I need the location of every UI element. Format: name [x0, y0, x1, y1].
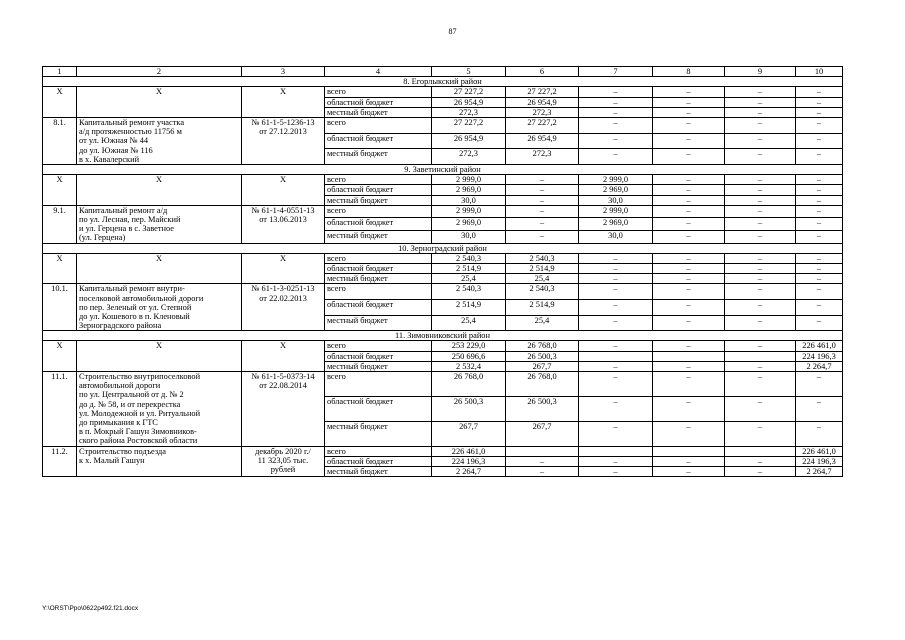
amount-cell: 30,0	[432, 230, 506, 243]
budget-type: местный бюджет	[325, 466, 432, 476]
amount-cell: 2 999,0	[579, 205, 653, 218]
text-line: Капитальный ремонт а/д	[79, 205, 168, 215]
text-line: ул. Молодежной и ул. Ритуальной	[79, 408, 201, 418]
amount-cell: 267,7	[506, 361, 579, 371]
x-marker: Х	[43, 253, 77, 284]
amount-cell: 2 264,7	[432, 466, 506, 476]
amount-cell: 26 954,9	[432, 133, 506, 149]
amount-cell: –	[653, 466, 725, 476]
amount-cell: 26 768,0	[506, 341, 579, 351]
amount-cell: 2 514,9	[506, 299, 579, 315]
amount-cell: –	[796, 107, 843, 117]
item-number: 11.1.	[43, 372, 77, 447]
amount-cell: –	[796, 421, 843, 446]
column-number-header: 8	[653, 67, 725, 77]
amount-cell: 26 500,3	[506, 396, 579, 421]
document-ref	[242, 118, 325, 165]
amount-cell: –	[579, 361, 653, 371]
amount-cell: –	[725, 263, 796, 273]
amount-cell: 26 954,9	[506, 97, 579, 107]
budget-type: местный бюджет	[325, 149, 432, 165]
amount-cell: 226 461,0	[432, 446, 506, 456]
amount-cell: –	[579, 118, 653, 134]
budget-type: всего	[325, 253, 432, 263]
amount-cell: –	[579, 107, 653, 117]
text-line: Строительство подъезда	[79, 446, 167, 456]
amount-cell: –	[725, 87, 796, 97]
table-row	[43, 175, 843, 185]
amount-cell: –	[725, 253, 796, 263]
section-title-row	[43, 164, 843, 174]
text-line: от 22.02.2013	[259, 293, 307, 303]
column-number-header: 10	[796, 67, 843, 77]
x-marker: Х	[43, 87, 77, 118]
amount-cell: –	[653, 396, 725, 421]
text-line: по пер. Зеленый от ул. Степной	[79, 302, 192, 312]
section-title: 11. Зимовниковский район	[43, 331, 843, 341]
amount-cell: –	[725, 133, 796, 149]
item-number: 11.2.	[43, 446, 77, 477]
x-marker: Х	[43, 341, 77, 372]
amount-cell: 26 954,9	[432, 97, 506, 107]
amount-cell: –	[579, 284, 653, 300]
amount-cell: 2 514,9	[432, 263, 506, 273]
amount-cell: –	[653, 263, 725, 273]
table-row	[43, 372, 843, 397]
text-line: до ул. Южная № 116	[79, 145, 153, 155]
text-line: а/д протяженностью 11756 м	[79, 127, 182, 137]
amount-cell: 25,4	[506, 315, 579, 331]
amount-cell: 2 969,0	[432, 218, 506, 231]
budget-type: областной бюджет	[325, 396, 432, 421]
amount-cell: –	[796, 97, 843, 107]
amount-cell: –	[725, 195, 796, 205]
table-row	[43, 118, 843, 134]
amount-cell: –	[506, 195, 579, 205]
amount-cell: –	[653, 175, 725, 185]
amount-cell: –	[653, 230, 725, 243]
budget-type: всего	[325, 341, 432, 351]
amount-cell: –	[725, 118, 796, 134]
budget-type: местный бюджет	[325, 274, 432, 284]
amount-cell: –	[796, 205, 843, 218]
amount-cell: –	[796, 118, 843, 134]
object-name	[77, 118, 242, 165]
amount-cell: –	[725, 230, 796, 243]
amount-cell: –	[653, 274, 725, 284]
amount-cell: –	[653, 421, 725, 446]
amount-cell: –	[725, 315, 796, 331]
amount-cell: 26 768,0	[506, 372, 579, 397]
text-line: до д. № 58, и от перекрестка	[79, 399, 181, 409]
budget-type: местный бюджет	[325, 421, 432, 446]
text-line: до ул. Кошевого в п. Кленовый	[79, 311, 190, 321]
amount-cell: –	[796, 299, 843, 315]
amount-cell	[725, 351, 796, 361]
amount-cell: –	[506, 230, 579, 243]
amount-cell: 26 500,3	[506, 351, 579, 361]
table-row	[43, 87, 843, 97]
text-line: до примыкания к ГТС	[79, 418, 158, 428]
amount-cell: –	[725, 361, 796, 371]
amount-cell: 2 264,7	[796, 361, 843, 371]
column-number-header: 1	[43, 67, 77, 77]
amount-cell: 267,7	[432, 421, 506, 446]
text-line: по ул. Лесная, пер. Майский	[79, 214, 181, 224]
amount-cell: –	[725, 205, 796, 218]
amount-cell: –	[725, 341, 796, 351]
amount-cell: 27 227,2	[432, 118, 506, 134]
budget-type: областной бюджет	[325, 185, 432, 195]
budget-type: местный бюджет	[325, 195, 432, 205]
text-line: к х. Малый Гашун	[79, 455, 145, 465]
budget-type: областной бюджет	[325, 263, 432, 273]
amount-cell	[506, 446, 579, 456]
amount-cell: –	[725, 396, 796, 421]
amount-cell: 25,4	[432, 274, 506, 284]
text-line: и ул. Герцена в с. Заветное	[79, 224, 174, 234]
budget-type: местный бюджет	[325, 230, 432, 243]
amount-cell: 272,3	[506, 107, 579, 117]
amount-cell: –	[579, 149, 653, 165]
section-title: 10. Зерноградский район	[43, 243, 843, 253]
amount-cell: –	[653, 205, 725, 218]
amount-cell: 30,0	[432, 195, 506, 205]
text-line: № 61-1-3-0251-13	[251, 284, 315, 294]
amount-cell: 30,0	[579, 195, 653, 205]
section-title-row	[43, 331, 843, 341]
object-name	[77, 205, 242, 243]
amount-cell: –	[653, 341, 725, 351]
amount-cell: 250 696,6	[432, 351, 506, 361]
budget-type: всего	[325, 446, 432, 456]
amount-cell: –	[653, 87, 725, 97]
file-path-footer: Y:\ORST\Ppo\0622p492.f21.docx	[42, 605, 139, 612]
amount-cell: –	[725, 274, 796, 284]
x-marker: Х	[77, 341, 242, 372]
amount-cell: 2 999,0	[579, 175, 653, 185]
text-line: № 61-1-5-1236-13	[251, 118, 315, 128]
amount-cell: –	[579, 372, 653, 397]
amount-cell: –	[579, 396, 653, 421]
amount-cell: 2 540,3	[506, 284, 579, 300]
text-line: от ул. Южная № 44	[79, 136, 149, 146]
amount-cell: –	[653, 361, 725, 371]
header-row	[43, 67, 843, 77]
amount-cell: –	[653, 253, 725, 263]
budget-type: всего	[325, 118, 432, 134]
amount-cell: –	[506, 466, 579, 476]
table-row	[43, 446, 843, 456]
amount-cell: –	[796, 149, 843, 165]
item-number: 8.1.	[43, 118, 77, 165]
amount-cell: –	[506, 185, 579, 195]
amount-cell	[653, 446, 725, 456]
amount-cell: –	[653, 185, 725, 195]
text-line: от 22.08.2014	[259, 381, 307, 391]
column-number-header: 9	[725, 67, 796, 77]
amount-cell: –	[725, 218, 796, 231]
document-ref	[242, 372, 325, 447]
text-line: Капитальный ремонт участка	[79, 118, 185, 128]
text-line: рублей	[270, 464, 296, 474]
text-line: Строительство внутрипоселковой	[79, 372, 201, 382]
amount-cell: –	[653, 107, 725, 117]
column-number-header: 5	[432, 67, 506, 77]
amount-cell: –	[725, 372, 796, 397]
amount-cell: –	[796, 253, 843, 263]
table-body	[43, 67, 843, 477]
budget-type: областной бюджет	[325, 299, 432, 315]
text-line: декабрь 2020 г./	[255, 446, 311, 456]
table-row	[43, 284, 843, 300]
budget-type: всего	[325, 284, 432, 300]
amount-cell	[725, 446, 796, 456]
amount-cell: 26 768,0	[432, 372, 506, 397]
amount-cell: 26 500,3	[432, 396, 506, 421]
budget-type: областной бюджет	[325, 133, 432, 149]
amount-cell: –	[653, 97, 725, 107]
column-number-header: 3	[242, 67, 325, 77]
section-title-row	[43, 77, 843, 87]
amount-cell: –	[653, 284, 725, 300]
amount-cell: –	[653, 133, 725, 149]
amount-cell: –	[653, 372, 725, 397]
x-marker: Х	[242, 341, 325, 372]
amount-cell: 2 969,0	[579, 218, 653, 231]
amount-cell: 2 969,0	[579, 185, 653, 195]
x-marker: Х	[77, 175, 242, 206]
budget-type: всего	[325, 175, 432, 185]
amount-cell: 267,7	[506, 421, 579, 446]
x-marker: Х	[43, 175, 77, 206]
table-row	[43, 253, 843, 263]
amount-cell	[653, 351, 725, 361]
page-number: 87	[448, 27, 457, 36]
amount-cell: –	[725, 175, 796, 185]
amount-cell: –	[796, 263, 843, 273]
amount-cell: –	[796, 175, 843, 185]
budget-type: местный бюджет	[325, 107, 432, 117]
x-marker: Х	[242, 175, 325, 206]
amount-cell: –	[506, 205, 579, 218]
text-line: (ул. Герцена)	[79, 233, 126, 243]
amount-cell: 272,3	[432, 149, 506, 165]
column-number-header: 7	[579, 67, 653, 77]
budget-table	[42, 66, 843, 477]
amount-cell: –	[653, 299, 725, 315]
section-title: 9. Заветинский район	[43, 164, 843, 174]
amount-cell: 2 532,4	[432, 361, 506, 371]
document-ref	[242, 205, 325, 243]
amount-cell: 30,0	[579, 230, 653, 243]
amount-cell: –	[725, 107, 796, 117]
budget-type: местный бюджет	[325, 361, 432, 371]
object-name	[77, 446, 242, 477]
budget-type: местный бюджет	[325, 315, 432, 331]
amount-cell: –	[579, 87, 653, 97]
x-marker: Х	[77, 253, 242, 284]
amount-cell: –	[579, 253, 653, 263]
amount-cell: –	[796, 87, 843, 97]
amount-cell: 253 229,0	[432, 341, 506, 351]
text-line: от 27.12.2013	[259, 127, 307, 137]
amount-cell: –	[653, 315, 725, 331]
amount-cell: –	[579, 299, 653, 315]
amount-cell: 226 461,0	[796, 341, 843, 351]
amount-cell: 224 196,3	[796, 456, 843, 466]
amount-cell: 25,4	[432, 315, 506, 331]
budget-type: всего	[325, 205, 432, 218]
amount-cell: –	[506, 175, 579, 185]
amount-cell: –	[653, 456, 725, 466]
amount-cell: –	[579, 133, 653, 149]
text-line: по ул. Центральной от д. № 2	[79, 390, 184, 400]
text-line: автомобильной дороги	[79, 381, 161, 391]
column-number-header: 4	[325, 67, 432, 77]
item-number: 10.1.	[43, 284, 77, 331]
amount-cell: –	[579, 421, 653, 446]
amount-cell: –	[725, 466, 796, 476]
budget-type: областной бюджет	[325, 456, 432, 466]
amount-cell: 224 196,3	[432, 456, 506, 466]
amount-cell: 27 227,2	[506, 87, 579, 97]
amount-cell: –	[579, 456, 653, 466]
text-line: в х. Кавалерский	[79, 154, 140, 164]
budget-type: областной бюджет	[325, 351, 432, 361]
x-marker: Х	[242, 253, 325, 284]
amount-cell: –	[796, 315, 843, 331]
table-row	[43, 205, 843, 218]
amount-cell: –	[725, 185, 796, 195]
text-line: № 61-1-4-0551-13	[251, 205, 315, 215]
amount-cell: –	[653, 195, 725, 205]
amount-cell: 25,4	[506, 274, 579, 284]
amount-cell: –	[796, 195, 843, 205]
budget-type: областной бюджет	[325, 97, 432, 107]
amount-cell: 27 227,2	[506, 118, 579, 134]
amount-cell: –	[653, 149, 725, 165]
amount-cell: –	[579, 97, 653, 107]
amount-cell: 2 540,3	[432, 253, 506, 263]
amount-cell: –	[653, 118, 725, 134]
amount-cell	[579, 351, 653, 361]
amount-cell: –	[579, 466, 653, 476]
amount-cell: 224 196,3	[796, 351, 843, 361]
amount-cell: –	[579, 341, 653, 351]
text-line: Капитальный ремонт внутри-	[79, 284, 185, 294]
document-ref	[242, 284, 325, 331]
x-marker: Х	[77, 87, 242, 118]
budget-type: всего	[325, 372, 432, 397]
x-marker: Х	[242, 87, 325, 118]
amount-cell: 272,3	[506, 149, 579, 165]
amount-cell: 26 954,9	[506, 133, 579, 149]
section-title: 8. Егорлыкский район	[43, 77, 843, 87]
amount-cell: 2 540,3	[432, 284, 506, 300]
amount-cell	[579, 446, 653, 456]
amount-cell: 27 227,2	[432, 87, 506, 97]
amount-cell: –	[796, 274, 843, 284]
amount-cell: –	[796, 396, 843, 421]
amount-cell: –	[796, 230, 843, 243]
amount-cell: 2 264,7	[796, 466, 843, 476]
budget-type: всего	[325, 87, 432, 97]
section-title-row	[43, 243, 843, 253]
text-line: ского района Ростовской области	[79, 436, 198, 446]
item-number: 9.1.	[43, 205, 77, 243]
amount-cell: 2 999,0	[432, 205, 506, 218]
document-ref	[242, 446, 325, 477]
amount-cell: 226 461,0	[796, 446, 843, 456]
amount-cell: –	[725, 421, 796, 446]
amount-cell: –	[579, 315, 653, 331]
amount-cell: 2 514,9	[506, 263, 579, 273]
amount-cell: 2 999,0	[432, 175, 506, 185]
amount-cell: –	[725, 97, 796, 107]
amount-cell: –	[506, 218, 579, 231]
amount-cell: –	[796, 185, 843, 195]
amount-cell: –	[796, 372, 843, 397]
amount-cell: –	[506, 456, 579, 466]
amount-cell: –	[796, 284, 843, 300]
amount-cell: 272,3	[432, 107, 506, 117]
amount-cell: –	[579, 263, 653, 273]
amount-cell: 2 540,3	[506, 253, 579, 263]
amount-cell: –	[725, 456, 796, 466]
amount-cell: 2 514,9	[432, 299, 506, 315]
text-line: поселковой автомобильной дороги	[79, 293, 204, 303]
amount-cell: 2 969,0	[432, 185, 506, 195]
column-number-header: 6	[506, 67, 579, 77]
budget-type: областной бюджет	[325, 218, 432, 231]
table-row	[43, 341, 843, 351]
text-line: в п. Мокрый Гашун Зимовников-	[79, 427, 197, 437]
object-name	[77, 284, 242, 331]
amount-cell: –	[725, 284, 796, 300]
text-line: 11 323,05 тыс.	[257, 455, 309, 465]
text-line: Зерноградского района	[79, 321, 162, 331]
amount-cell: –	[653, 218, 725, 231]
amount-cell: –	[796, 218, 843, 231]
amount-cell: –	[725, 299, 796, 315]
text-line: от 13.06.2013	[259, 214, 307, 224]
object-name	[77, 372, 242, 447]
column-number-header: 2	[77, 67, 242, 77]
amount-cell: –	[725, 149, 796, 165]
amount-cell: –	[579, 274, 653, 284]
amount-cell: –	[796, 133, 843, 149]
text-line: № 61-1-5-0373-14	[251, 372, 315, 382]
